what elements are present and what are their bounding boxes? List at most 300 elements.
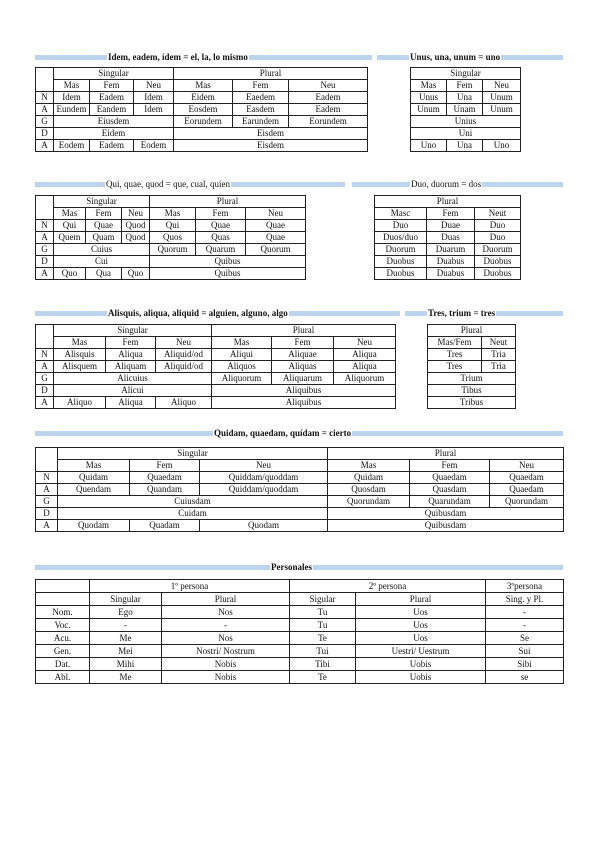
cell: Quidam	[328, 472, 410, 484]
cell: Aliquas	[272, 361, 334, 373]
cell: Quarum	[196, 244, 246, 256]
col-neu: Neu	[156, 337, 212, 349]
cell: Quibus	[150, 256, 306, 268]
case-label: A	[36, 268, 54, 280]
cell: Qua	[86, 268, 122, 280]
table-row	[36, 68, 368, 80]
cell: Sui	[486, 645, 564, 658]
cell: Uos	[356, 619, 486, 632]
case-label: G	[36, 116, 54, 128]
table-row	[428, 373, 516, 385]
plural-header: Plural	[375, 196, 521, 208]
cell: Aliquid/od	[156, 349, 212, 361]
cell: Qui	[150, 220, 196, 232]
plural-header: Plural	[150, 196, 306, 208]
cell: Duas	[427, 232, 475, 244]
col-neu: Neu	[334, 337, 396, 349]
cell: Trium	[428, 373, 516, 385]
case-label: A	[36, 397, 54, 409]
table-row	[36, 593, 564, 606]
cell: Tu	[290, 619, 356, 632]
case-label: N	[36, 349, 54, 361]
plural-header: Plural	[428, 325, 516, 337]
cell: Quosdam	[328, 484, 410, 496]
cell: Te	[290, 671, 356, 684]
case-label: N	[36, 92, 54, 104]
case-label: D	[36, 385, 54, 397]
table-row	[36, 472, 564, 484]
tres-table	[427, 324, 516, 409]
qui-title: Qui, quae, quod = que, cual, quien	[106, 179, 231, 189]
cell: Easdem	[233, 104, 289, 116]
col-neu: Neu	[200, 460, 328, 472]
cell: Tui	[290, 645, 356, 658]
col-mas: Mas	[54, 80, 90, 92]
cell: Eadem	[90, 140, 134, 152]
cell: Quaedam	[490, 472, 564, 484]
case-label: Acu.	[36, 632, 90, 645]
table-row	[36, 208, 306, 220]
table-row	[36, 232, 306, 244]
quidam-heading	[35, 429, 563, 438]
table-row	[36, 92, 368, 104]
cell: Eorundem	[174, 116, 233, 128]
singular-header: Singular	[58, 448, 328, 460]
cell: Quaedam	[490, 484, 564, 496]
col-masc: Masc	[375, 208, 427, 220]
cell: Aliquorum	[212, 373, 272, 385]
cell: Duabus	[427, 268, 475, 280]
cell: Quarundam	[410, 496, 490, 508]
table-row	[36, 397, 396, 409]
cell: Quidam	[58, 472, 130, 484]
col-fem: Fem	[427, 208, 475, 220]
cell: Aliqui	[212, 349, 272, 361]
cell: Eadem	[90, 92, 134, 104]
cell: Uni	[411, 128, 521, 140]
cell: Duo	[475, 232, 521, 244]
subheader: Sigular	[290, 593, 356, 606]
cell: Uobis	[356, 671, 486, 684]
cell: Eidem	[54, 128, 174, 140]
cell: Eidem	[174, 92, 233, 104]
cell: Quae	[196, 220, 246, 232]
table-row	[428, 361, 516, 373]
table-row	[36, 619, 564, 632]
cell: Eodem	[134, 140, 174, 152]
cell: Uno	[483, 140, 521, 152]
table-row	[36, 484, 564, 496]
case-label: G	[36, 373, 54, 385]
col-mas: Mas	[174, 80, 233, 92]
cell: Eorundem	[289, 116, 368, 128]
cell: Quorundam	[328, 496, 410, 508]
cell: Eosdem	[174, 104, 233, 116]
table-row	[36, 496, 564, 508]
table-row	[428, 385, 516, 397]
cell: Duo	[475, 220, 521, 232]
cell: Duobus	[375, 256, 427, 268]
cell: Quandam	[130, 484, 200, 496]
cell: Nos	[162, 632, 290, 645]
col-fem: Fem	[410, 460, 490, 472]
cell: Tu	[290, 606, 356, 619]
cell: Duarum	[427, 244, 475, 256]
cell: Nobis	[162, 658, 290, 671]
cell: Unum	[483, 104, 521, 116]
table-row	[36, 460, 564, 472]
cell: -	[162, 619, 290, 632]
cell: Uestri/ Uestrum	[356, 645, 486, 658]
cell: -	[90, 619, 162, 632]
cell: Uos	[356, 606, 486, 619]
cell: Cuius	[54, 244, 150, 256]
table-row	[411, 68, 521, 80]
table-row	[36, 373, 396, 385]
table-row	[36, 508, 564, 520]
cell: Quorum	[246, 244, 306, 256]
quidam-title: Quidam, quaedam, quídam = cierto	[214, 428, 352, 438]
aliquis-title: Alisquis, aliqua, aliquid = alguien, alguno, algo	[108, 308, 288, 318]
case-label: Gen.	[36, 645, 90, 658]
cell: Qui	[54, 220, 86, 232]
table-row	[375, 208, 521, 220]
cell: Tibus	[428, 385, 516, 397]
table-row	[375, 244, 521, 256]
cell: Tres	[428, 349, 482, 361]
cell: Uno	[411, 140, 447, 152]
case-label: Nom.	[36, 606, 90, 619]
table-row	[36, 128, 368, 140]
col-mas: Mas	[328, 460, 410, 472]
cell: Duo	[375, 220, 427, 232]
unus-table	[410, 67, 521, 152]
cell: Eadem	[289, 92, 368, 104]
cell: Idem	[134, 104, 174, 116]
case-label: D	[36, 128, 54, 140]
cell: Duobus	[375, 268, 427, 280]
table-row	[375, 268, 521, 280]
cell: -	[486, 606, 564, 619]
cell: Duorum	[475, 244, 521, 256]
cell: Eisdem	[174, 128, 368, 140]
table-row	[36, 196, 306, 208]
plural-header: Plural	[212, 325, 396, 337]
table-row	[36, 361, 396, 373]
cell: Idem	[134, 92, 174, 104]
subheader: Plural	[162, 593, 290, 606]
cell: Duae	[427, 220, 475, 232]
cell: se	[486, 671, 564, 684]
cell: Alisquem	[54, 361, 106, 373]
cell: Aliquos	[212, 361, 272, 373]
col-fem: Fem	[130, 460, 200, 472]
col-neu: Neu	[246, 208, 306, 220]
cell: Aliqua	[106, 349, 156, 361]
table-row	[36, 104, 368, 116]
cell: Me	[90, 671, 162, 684]
idem-heading	[35, 53, 372, 62]
case-label: D	[36, 256, 54, 268]
cell: Quaedam	[410, 472, 490, 484]
case-label: A	[36, 484, 58, 496]
cell: Aliquibus	[212, 397, 396, 409]
table-row	[411, 128, 521, 140]
col-neut: Neut	[475, 208, 521, 220]
cell: Se	[486, 632, 564, 645]
table-row	[375, 196, 521, 208]
idem-title: Idem, eadem, ídem = el, la, lo mismo	[108, 52, 248, 62]
cell: Quadam	[130, 520, 200, 532]
col-mas: Mas	[58, 460, 130, 472]
cell: Aliquarum	[272, 373, 334, 385]
cell: Eundem	[54, 104, 90, 116]
table-row	[36, 325, 396, 337]
cell: Idem	[54, 92, 90, 104]
cell: Quibusdam	[328, 520, 564, 532]
cell: Quibus	[150, 268, 306, 280]
cell: Tria	[482, 349, 516, 361]
cell: Tibi	[290, 658, 356, 671]
cell: Quod	[122, 220, 150, 232]
case-label: N	[36, 472, 58, 484]
case-label: Voc.	[36, 619, 90, 632]
col-neu: Neu	[122, 208, 150, 220]
duo-heading	[352, 180, 563, 189]
cell: Uos	[356, 632, 486, 645]
table-row	[375, 232, 521, 244]
cell: Duos/duo	[375, 232, 427, 244]
qui-heading	[35, 180, 345, 189]
cell: Aliqua	[334, 361, 396, 373]
cell: Tres	[428, 361, 482, 373]
cell: Mei	[90, 645, 162, 658]
cell: Eodem	[54, 140, 90, 152]
col-masfem: Mas/Fem	[428, 337, 482, 349]
table-row	[428, 325, 516, 337]
unus-heading	[377, 53, 563, 62]
cell: Quas	[196, 232, 246, 244]
singular-header: Singular	[54, 196, 150, 208]
case-label: A	[36, 104, 54, 116]
cell: Unius	[411, 116, 521, 128]
cell: Aliquibus	[212, 385, 396, 397]
duo-table	[374, 195, 521, 280]
quidam-table	[35, 447, 564, 532]
cell: Una	[447, 140, 483, 152]
cell: Eiusdem	[54, 116, 174, 128]
table-row	[428, 337, 516, 349]
table-row	[36, 580, 564, 593]
case-label: A	[36, 361, 54, 373]
table-row	[36, 658, 564, 671]
cell: Aliqua	[334, 349, 396, 361]
table-row	[411, 92, 521, 104]
cell: Quam	[86, 232, 122, 244]
col-neu: Neu	[134, 80, 174, 92]
subheader: Plural	[356, 593, 486, 606]
case-label: N	[36, 220, 54, 232]
cell: Quasdam	[410, 484, 490, 496]
cell: Aliquo	[54, 397, 106, 409]
cell: Nobis	[162, 671, 290, 684]
personales-heading	[35, 563, 563, 572]
cell: Mihi	[90, 658, 162, 671]
table-row	[411, 116, 521, 128]
singular-header: Singular	[411, 68, 521, 80]
cell: Duobus	[475, 256, 521, 268]
cell: Cuidam	[58, 508, 328, 520]
subheader: Singular	[90, 593, 162, 606]
singular-header: Singular	[54, 68, 174, 80]
plural-header: Plural	[328, 448, 564, 460]
aliquis-table	[35, 324, 396, 409]
col-fem: Fem	[90, 80, 134, 92]
case-label: G	[36, 496, 58, 508]
table-row	[36, 116, 368, 128]
cell: Earundem	[233, 116, 289, 128]
case-label: Dat.	[36, 658, 90, 671]
personales-table	[35, 579, 564, 684]
table-row	[411, 140, 521, 152]
table-row	[36, 645, 564, 658]
cell: Nos	[162, 606, 290, 619]
cell: Quodam	[200, 520, 328, 532]
cell: Unum	[483, 92, 521, 104]
col-mas: Mas	[212, 337, 272, 349]
col-neu: Neu	[289, 80, 368, 92]
table-row	[36, 448, 564, 460]
cell: Quorundam	[490, 496, 564, 508]
table-row	[428, 397, 516, 409]
cell: Quae	[246, 232, 306, 244]
qui-table	[35, 195, 306, 280]
cell: Quorum	[150, 244, 196, 256]
unus-title: Unus, una, unum = uno	[410, 52, 501, 62]
cell: Duorum	[375, 244, 427, 256]
case-label: A	[36, 140, 54, 152]
cell: Eisdem	[174, 140, 368, 152]
cell: Te	[290, 632, 356, 645]
cell: Quae	[246, 220, 306, 232]
cell: Aliquid/od	[156, 361, 212, 373]
table-row	[36, 256, 306, 268]
cell: Aliquae	[272, 349, 334, 361]
cell: Duobus	[475, 268, 521, 280]
table-row	[36, 671, 564, 684]
cell: Unum	[411, 104, 447, 116]
table-row	[36, 80, 368, 92]
second-person-header: 2º persona	[290, 580, 486, 593]
col-fem: Fem	[106, 337, 156, 349]
cell: Uobis	[356, 658, 486, 671]
table-row	[36, 268, 306, 280]
cell: Cuiusdam	[58, 496, 328, 508]
subheader: Sing. y Pl.	[486, 593, 564, 606]
cell: Unus	[411, 92, 447, 104]
table-row	[411, 80, 521, 92]
personales-title: Personales	[271, 562, 312, 572]
case-label: D	[36, 508, 58, 520]
cell: Quod	[122, 232, 150, 244]
case-label: G	[36, 244, 54, 256]
cell: Eaedem	[233, 92, 289, 104]
col-mas: Mas	[54, 208, 86, 220]
table-row	[36, 349, 396, 361]
cell: Quendam	[58, 484, 130, 496]
third-person-header: 3ºpersona	[486, 580, 564, 593]
table-row	[375, 256, 521, 268]
col-mas: Mas	[150, 208, 196, 220]
cell: Unam	[447, 104, 483, 116]
col-fem: Fem	[196, 208, 246, 220]
cell: Sibi	[486, 658, 564, 671]
col-fem: Fem	[272, 337, 334, 349]
case-label: A	[36, 232, 54, 244]
cell: Alicui	[54, 385, 212, 397]
cell: Quibusdam	[328, 508, 564, 520]
col-mas: Mas	[54, 337, 106, 349]
cell: Duabus	[427, 256, 475, 268]
duo-title: Duo, duorum = dos	[411, 179, 482, 189]
col-fem: Fem	[233, 80, 289, 92]
table-row	[36, 632, 564, 645]
cell: Eadem	[289, 104, 368, 116]
singular-header: Singular	[54, 325, 212, 337]
cell: Quae	[86, 220, 122, 232]
cell: Ego	[90, 606, 162, 619]
col-neut: Neut	[482, 337, 516, 349]
cell: Quem	[54, 232, 86, 244]
cell: Aliqua	[106, 397, 156, 409]
table-row	[36, 244, 306, 256]
cell: Quo	[54, 268, 86, 280]
table-row	[36, 385, 396, 397]
cell: Alicuius	[54, 373, 212, 385]
col-mas: Mas	[411, 80, 447, 92]
col-neu: Neu	[490, 460, 564, 472]
idem-table	[35, 67, 368, 152]
cell: Quiddam/quoddam	[200, 484, 328, 496]
cell: Aliquorum	[334, 373, 396, 385]
table-row	[36, 220, 306, 232]
cell: -	[486, 619, 564, 632]
table-row	[36, 520, 564, 532]
cell: Quaedam	[130, 472, 200, 484]
cell: Quodam	[58, 520, 130, 532]
cell: Aliquam	[106, 361, 156, 373]
cell: Quos	[150, 232, 196, 244]
cell: Eandem	[90, 104, 134, 116]
tres-heading	[405, 309, 563, 318]
tres-title: Tres, trium = tres	[428, 308, 496, 318]
cell: Me	[90, 632, 162, 645]
aliquis-heading	[35, 309, 400, 318]
cell: Nostri/ Nostrum	[162, 645, 290, 658]
case-label: Abl.	[36, 671, 90, 684]
col-fem: Fem	[447, 80, 483, 92]
table-row	[36, 606, 564, 619]
col-neu: Neu	[483, 80, 521, 92]
table-row	[411, 104, 521, 116]
cell: Aliquo	[156, 397, 212, 409]
cell: Quiddam/quoddam	[200, 472, 328, 484]
table-row	[375, 220, 521, 232]
table-row	[36, 337, 396, 349]
cell: Una	[447, 92, 483, 104]
first-person-header: 1º persona	[90, 580, 290, 593]
plural-header: Plural	[174, 68, 368, 80]
